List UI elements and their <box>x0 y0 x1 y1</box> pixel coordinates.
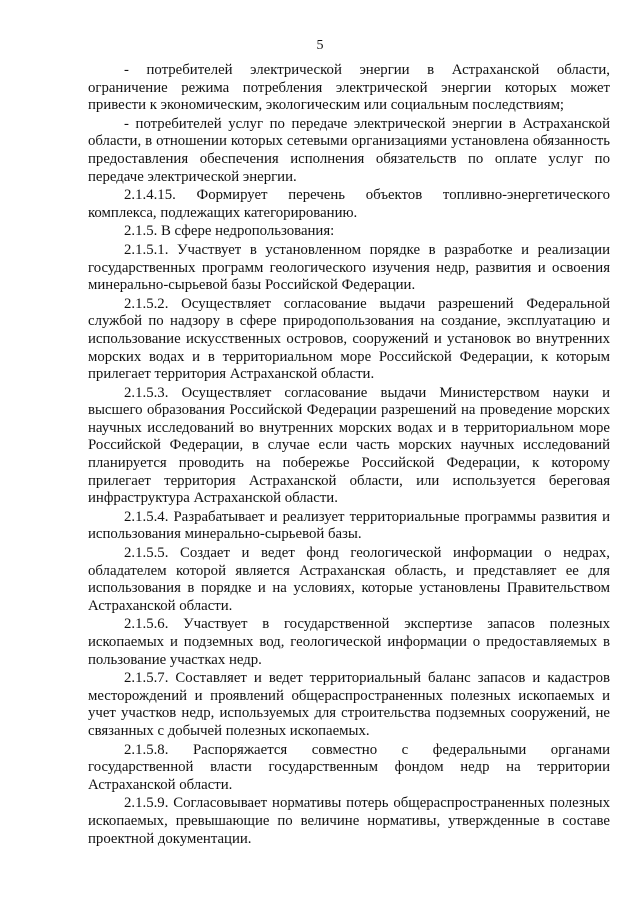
paragraph-2-1-5-6: 2.1.5.6. Участвует в государственной экспертизе запасов полезных ископаемых и подземных вод, геологической информации о предоставляемых в пользование участках недр. <box>88 616 610 668</box>
paragraph-consumers-electricity: - потребителей электрической энергии в Астраханской области, ограничение режима потребления электрической энергии которых может привести к экономическим, экологическим или социальным последствиям; <box>88 62 610 114</box>
paragraph-2-1-5-4: 2.1.5.4. Разрабатывает и реализует территориальные программы развития и использования минерально-сырьевой базы. <box>88 508 610 543</box>
paragraph-2-1-5-1: 2.1.5.1. Участвует в установленном порядке в разработке и реализации государственных программ геологического изучения недр, развития и освоения минерально-сырьевой базы Российской Федерации. <box>88 241 610 294</box>
paragraph-consumers-transmission: - потребителей услуг по передаче электрической энергии в Астраханской области, в отношении которых сетевыми организациями установлена обязанность предоставления обеспечения исполнения обязательств по оплате услуг по передаче электрической энергии. <box>88 115 610 185</box>
paragraph-2-1-4-15: 2.1.4.15. Формирует перечень объектов топливно-энергетического комплекса, подлежащих категорированию. <box>88 187 610 221</box>
document-body <box>88 62 610 849</box>
page-number: 5 <box>316 38 324 53</box>
paragraph-2-1-5-8: 2.1.5.8. Распоряжается совместно с федеральными органами государственной власти государственным фондом недр на территории Астраханской области. <box>88 741 610 793</box>
paragraph-2-1-5-3: 2.1.5.3. Осуществляет согласование выдачи Министерством науки и высшего образования Российской Федерации разрешений на проведение морских научных исследований во внутренних морских водах и в территориальном море Российской Федерации, в случае если часть морских научных исследований планируется проводить на побережье Российской Федерации, к которому прилегает территория Астраханской области, или используется береговая инфраструктура Астраханской области. <box>88 384 610 507</box>
paragraph-2-1-5: 2.1.5. В сфере недропользования: <box>124 223 335 240</box>
paragraph-2-1-5-9: 2.1.5.9. Согласовывает нормативы потерь общераспространенных полезных ископаемых, превышающие по величине нормативы, утвержденные в составе проектной документации. <box>88 795 610 847</box>
paragraph-2-1-5-5: 2.1.5.5. Создает и ведет фонд геологической информации о недрах, обладателем которой является Астраханская область, и представляет ее для использования в порядке и на условиях, которые установлены Правительством Астраханской области. <box>88 545 610 614</box>
paragraph-2-1-5-2: 2.1.5.2. Осуществляет согласование выдачи разрешений Федеральной службой по надзору в сфере природопользования на создание, эксплуатацию и использование искусственных островов, сооружений и установок во внутренних морских водах и в территориальном море Российской Федерации, к которым прилегает территория Астраханской области. <box>88 295 610 383</box>
paragraph-2-1-5-7: 2.1.5.7. Составляет и ведет территориальный баланс запасов и кадастров месторождений и проявлений общераспространенных полезных ископаемых и учет участков недр, используемых для строительства подземных сооружений, не связанных с добычей полезных ископаемых. <box>88 670 610 739</box>
